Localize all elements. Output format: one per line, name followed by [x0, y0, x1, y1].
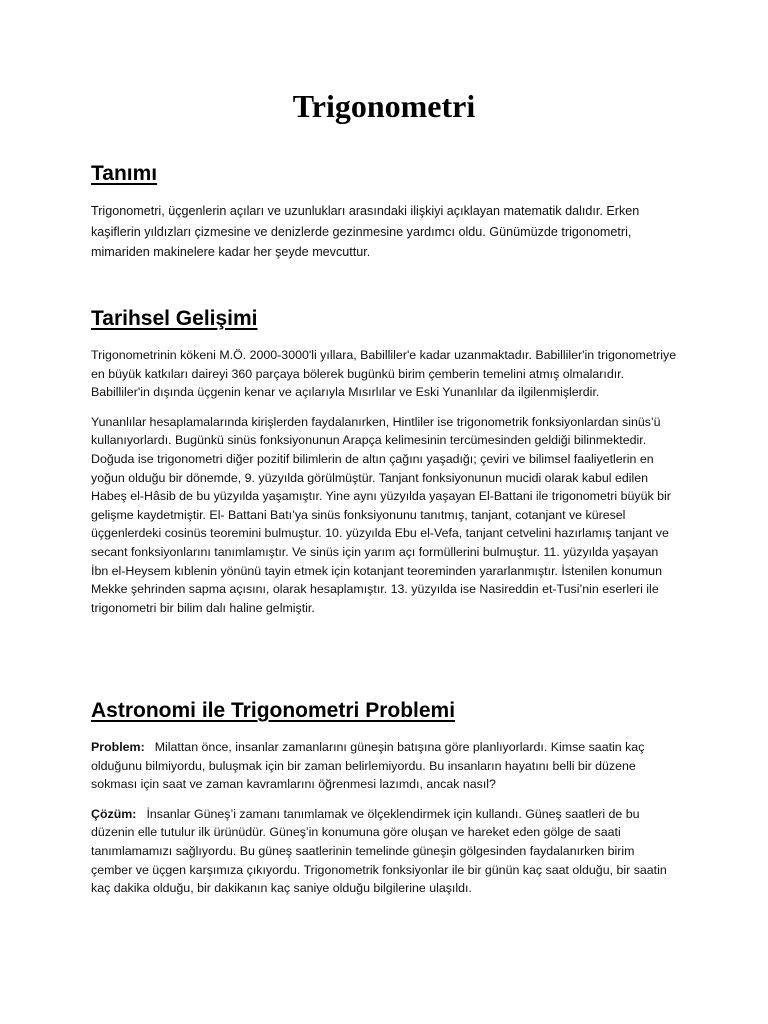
section-definition [91, 161, 677, 274]
history-paragraph-2: Yunanlılar hesaplamalarında kirişlerden faydalanırken, Hintliler ise trigonometrik fonksiyonlardan sinüs’ü kullanıyorlardı. Bugünkü sinüs fonksiyonunun Arapça kelimesinin tercümesinden geldiği bilinmektedir. Doğuda ise trigonometri diğer pozitif bilimlerin de altın çağını yaşadığı; çeviri ve bilimsel faaliyetlerin en yoğun olduğu bir dönemde, 9. yüzyılda görülmüştür. Tanjant fonksiyonunun mucidi olarak kabul edilen Habeş el-Hâsib de bu yüzyılda yaşamıştır. Yine aynı yüzyılda yaşayan El-Battani ile trigonometri büyük bir gelişme kaydetmiştir. El- Battani Batı’ya sinüs fonksiyonunu tanıtmış, tanjant, cotanjant ve küresel üçgenlerdeki cosinüs teoremini bulmuştur. 10. yüzyılda Ebu el-Vefa, tanjant cetvelini hazırlamış tanjant ve secant fonksiyonlarını tanımlamıştır. Ve sinüs için yarım açı formüllerini bulmuştur. 11. yüzyılda yaşayan İbn el-Heysem kıblenin yönünü tayin etmek için kotanjant teoreminden yararlanmıştır. İstenilen konumun Mekke şehrinden sapma açısını, olarak hesaplamıştır. 13. yüzyılda ise Nasireddin et-Tusi’nin eserleri ile trigonometri bir bilim dalı haline gelmiştir. [91, 414, 671, 615]
problem-text: Milattan önce, insanlar zamanlarını güneşin batışına göre planlıyorlardı. Kimse saatin kaç olduğunu bilmiyordu, buluşmak için bir zaman belirlemiyordu. Bu insanların hayatını belli bir düzene sokması için saat ve zaman kavramlarını öğrenmesi lazımdı, ancak nasıl? [91, 740, 645, 792]
section-heading-definition: Tanımı [91, 162, 158, 185]
problem-label: Problem: [91, 740, 145, 754]
section-history [91, 306, 677, 628]
document-title: Trigonometri [292, 88, 476, 124]
problem-paragraph [91, 738, 677, 794]
section-heading-history: Tarihsel Gelişimi [91, 307, 258, 330]
definition-paragraph: Trigonometri, üçgenlerin açıları ve uzunlukları arasındaki ilişkiyi açıklayan matematik dalıdır. Erken kaşiflerin yıldızları çizmesine ve denizlerde gezinmesine yardımcı oldu. Günümüzde trigonometri, mimariden makinelere kadar her şeyde mevcuttur. [91, 204, 640, 260]
section-astronomy-problem [91, 698, 677, 909]
solution-text: İnsanlar Güneş’i zamanı tanımlamak ve ölçeklendirmek için kullandı. Güneş saatleri de bu düzenin elle tutulur ilk ürünüdür. Güneş’in konumuna göre oluşan ve hareket eden gölge de saati tanımlamamızı sağlıyordu. Bu güneş saatlerinin temelinde güneşin gölgesinden faydalanırken birim çember ve üçgen karşımıza çıkıyordu. Trigonometrik fonksiyonlar ile bir günün kaç saat olduğu, bir saatin kaç dakika olduğu, bir dakikanın kaç saniye olduğu bilgilerine ulaşıldı. [91, 806, 667, 896]
solution-paragraph [91, 805, 677, 898]
section-heading-astronomy: Astronomi ile Trigonometri Problemi [91, 699, 456, 722]
solution-label: Çözüm: [91, 806, 137, 821]
history-paragraph-1: Trigonometrinin kökeni M.Ö. 2000-3000'li yıllara, Babilliler'e kadar uzanmaktadır. Babilliler'in trigonometriye en büyük katkıları daireyi 360 parçaya bölerek bugünkü birim çemberin temelini atmış olmalarıdır. Babilliler'in dışında üçgenin kenar ve açılarıyla Mısırlılar ve Eski Yunanlılar da ilgilenmişlerdir. [91, 348, 677, 400]
